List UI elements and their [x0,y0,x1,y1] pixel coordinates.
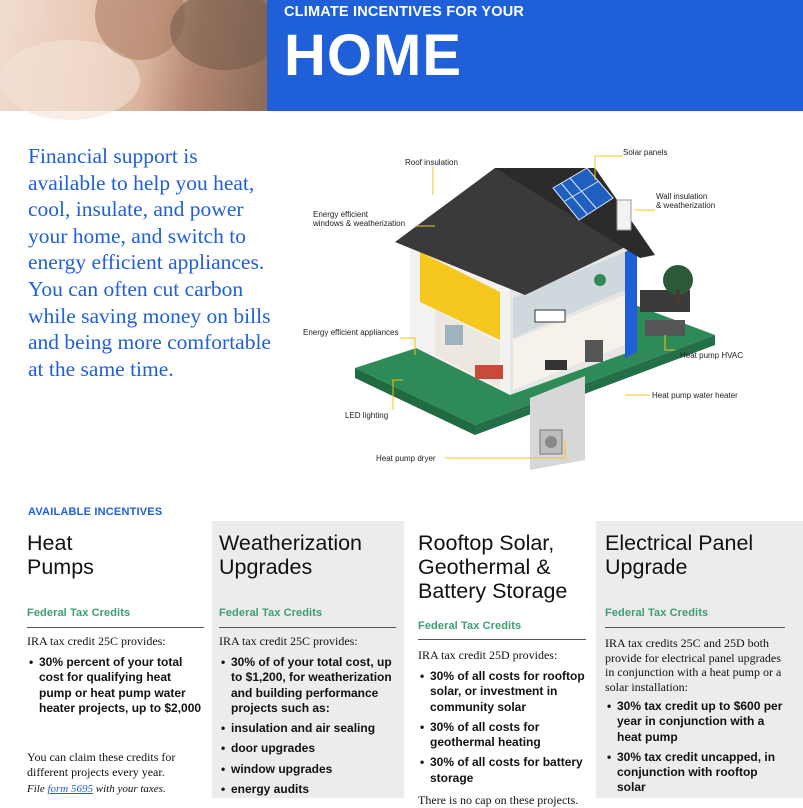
label-hvac: Heat pump HVAC [680,351,743,360]
label-water-heater: Heat pump water heater [652,391,738,400]
column-divider [219,627,396,628]
list-item: • window upgrades [219,762,396,777]
incentive-column-electrical-panel [596,521,803,798]
label-appliances: Energy efficient appliances [303,328,399,337]
header-photo [0,0,267,111]
column-subtitle: Federal Tax Credits [219,607,323,619]
list-item: • 30% of all costs for battery storage [418,755,586,786]
list-item: • 30% percent of your total cost for qualifying heat pump or heat pump water heater projects, up to $2,000 [27,655,204,716]
column-subtitle: Federal Tax Credits [27,607,131,619]
house-drawing [295,140,803,480]
incentive-column-rooftop-solar [404,521,596,807]
column-divider [418,639,586,640]
form-5695-link[interactable]: form 5695 [47,783,93,795]
column-subtitle: Federal Tax Credits [605,607,709,619]
column-bullets [605,699,785,796]
incentive-column-weatherization [212,521,404,798]
list-item: • energy audits [219,782,396,797]
list-item: • 30% tax credit uncapped, in conjunction with rooftop solar [605,750,785,796]
page-title: HOME [284,23,462,88]
label-roof-insulation: Roof insulation [405,158,458,167]
list-item: • 30% of of your total cost, up to $1,200, for weatherization and building performance projects such as: [219,655,396,716]
label-energy-windows-2: windows & weatherization [313,219,406,228]
label-wall-insulation-2: & weatherization [656,201,716,210]
column-title: Weatherization Upgrades [219,531,363,579]
column-note-file: File form 5695 with your taxes. [27,783,166,795]
column-subtitle: Federal Tax Credits [418,620,522,632]
label-energy-windows-1: Energy efficient [313,210,368,219]
column-title: Electrical Panel Upgrade [605,531,754,579]
available-incentives-heading: AVAILABLE INCENTIVES [28,506,163,518]
column-lead: IRA tax credits 25C and 25D both provide for electrical panel upgrades in conjunction with a heat pump or a solar installation: [605,636,782,694]
intro-text: Financial support is available to help you heat, cool, insulate, and power your home, and switch to energy efficient appliances. You can often cut carbon while saving money on bills and being more comfortable at the same time. [28,144,271,381]
label-wall-insulation-1: Wall insulation [656,192,708,201]
column-divider [605,627,785,628]
list-item: • 30% of all costs for rooftop solar, or investment in community solar [418,669,586,715]
header-kicker: CLIMATE INCENTIVES FOR YOUR [284,4,525,20]
label-solar-panels: Solar panels [623,148,668,157]
house-illustration [295,140,803,480]
column-title: Heat Pumps [27,531,94,579]
column-lead: IRA tax credit 25C provides: [219,634,358,648]
column-title: Rooftop Solar, Geothermal & Battery Storage [418,531,568,603]
column-note: There is no cap on these projects. [418,793,579,807]
column-note: You can claim these credits for different projects every year. [27,750,176,779]
column-bullets [27,655,204,716]
column-bullets [219,655,396,797]
list-item: • door upgrades [219,741,396,756]
column-lead: IRA tax credit 25D provides: [418,648,558,662]
column-lead: IRA tax credit 25C provides: [27,634,166,648]
incentive-column-heat-pumps [0,521,212,798]
list-item: • insulation and air sealing [219,721,396,736]
label-dryer: Heat pump dryer [376,454,436,463]
list-item: • 30% tax credit up to $600 per year in conjunction with a heat pump [605,699,785,745]
column-divider [27,627,204,628]
column-bullets [418,669,586,786]
label-led: LED lighting [345,411,389,420]
list-item: • 30% of all costs for geothermal heating [418,720,586,751]
